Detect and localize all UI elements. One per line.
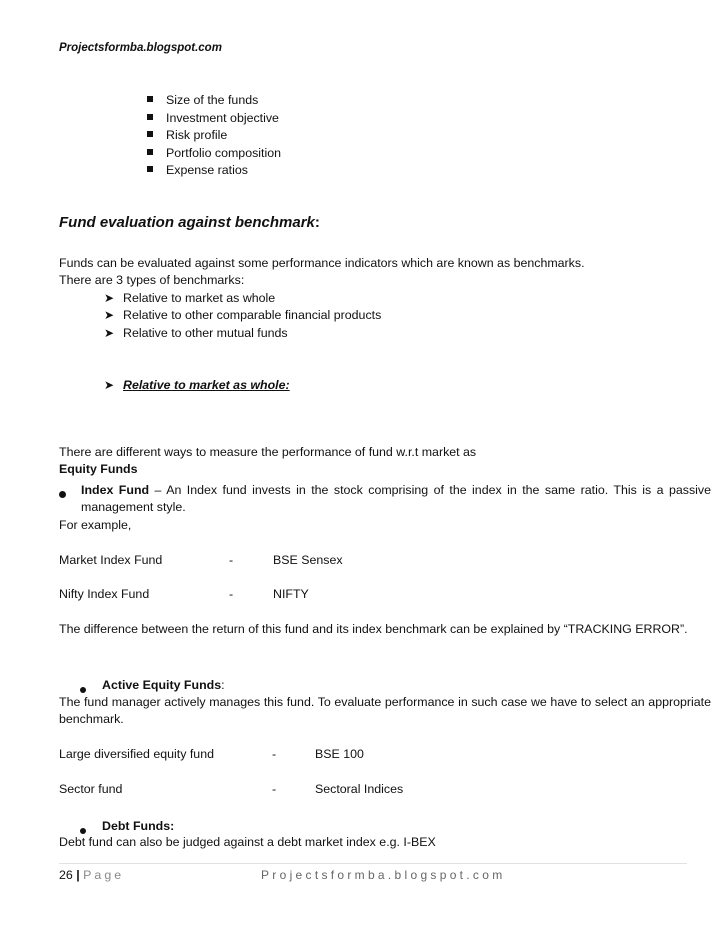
- equity-funds-heading: Equity Funds: [59, 462, 138, 476]
- example-dash: -: [229, 587, 234, 601]
- arrow-bullet-icon: ➤: [104, 378, 115, 392]
- section-title: Fund evaluation against benchmark:: [59, 214, 320, 231]
- intro-text: Funds can be evaluated against some performance indicators which are known as benchmarks.: [59, 256, 585, 270]
- footer-site: Projectsformba.blogspot.com: [261, 868, 506, 882]
- criteria-item: Portfolio composition: [147, 145, 281, 162]
- page-number: 26 | Page: [59, 868, 125, 882]
- example-fund: Large diversified equity fund: [59, 747, 214, 761]
- example-fund: Nifty Index Fund: [59, 587, 150, 601]
- example-dash: -: [229, 553, 234, 567]
- square-bullet-icon: [147, 166, 153, 172]
- square-bullet-icon: [147, 149, 153, 155]
- example-dash: -: [272, 782, 277, 796]
- benchmark-type-item: ➤ Relative to other mutual funds: [104, 326, 288, 340]
- example-benchmark: Sectoral Indices: [315, 782, 404, 796]
- benchmark-type-item: ➤ Relative to market as whole: [104, 291, 276, 305]
- arrow-bullet-icon: ➤: [104, 326, 115, 340]
- sub-heading: ➤ Relative to market as whole:: [104, 378, 290, 392]
- tracking-error-paragraph: The difference between the return of this fund and its index benchmark can be explained by “TRACKING ERROR”.: [59, 622, 688, 636]
- example-benchmark: NIFTY: [273, 587, 309, 601]
- square-bullet-icon: [147, 114, 153, 120]
- arrow-bullet-icon: ➤: [104, 291, 115, 305]
- for-example-text: For example,: [59, 518, 132, 532]
- debt-funds-heading: Debt Funds:: [102, 819, 175, 833]
- active-equity-paragraph: The fund manager actively manages this fund. To evaluate performance in such case we have to select an appropriate benchmark.: [59, 695, 711, 726]
- criteria-item: Risk profile: [147, 127, 227, 144]
- round-bullet-icon: [59, 487, 66, 505]
- example-dash: -: [272, 747, 277, 761]
- index-fund-paragraph: Index Fund – An Index fund invests in the stock comprising of the index in the same ratio. This is a passive management style.: [81, 483, 711, 514]
- criteria-item: Expense ratios: [147, 162, 248, 179]
- criteria-item: Size of the funds: [147, 92, 258, 109]
- header-site: Projectsformba.blogspot.com: [59, 42, 222, 54]
- active-equity-heading: Active Equity Funds:: [102, 678, 225, 692]
- intro-text: There are 3 types of benchmarks:: [59, 273, 245, 287]
- example-fund: Sector fund: [59, 782, 123, 796]
- criteria-item: Investment objective: [147, 110, 279, 127]
- debt-funds-text: Debt fund can also be judged against a debt market index e.g. I-BEX: [59, 835, 436, 849]
- square-bullet-icon: [147, 131, 153, 137]
- example-benchmark: BSE 100: [315, 747, 364, 761]
- square-bullet-icon: [147, 96, 153, 102]
- footer-divider: [59, 863, 687, 864]
- example-fund: Market Index Fund: [59, 553, 163, 567]
- benchmark-type-item: ➤ Relative to other comparable financial products: [104, 308, 382, 322]
- example-benchmark: BSE Sensex: [273, 553, 343, 567]
- measure-text: There are different ways to measure the performance of fund w.r.t market as: [59, 445, 477, 459]
- arrow-bullet-icon: ➤: [104, 308, 115, 322]
